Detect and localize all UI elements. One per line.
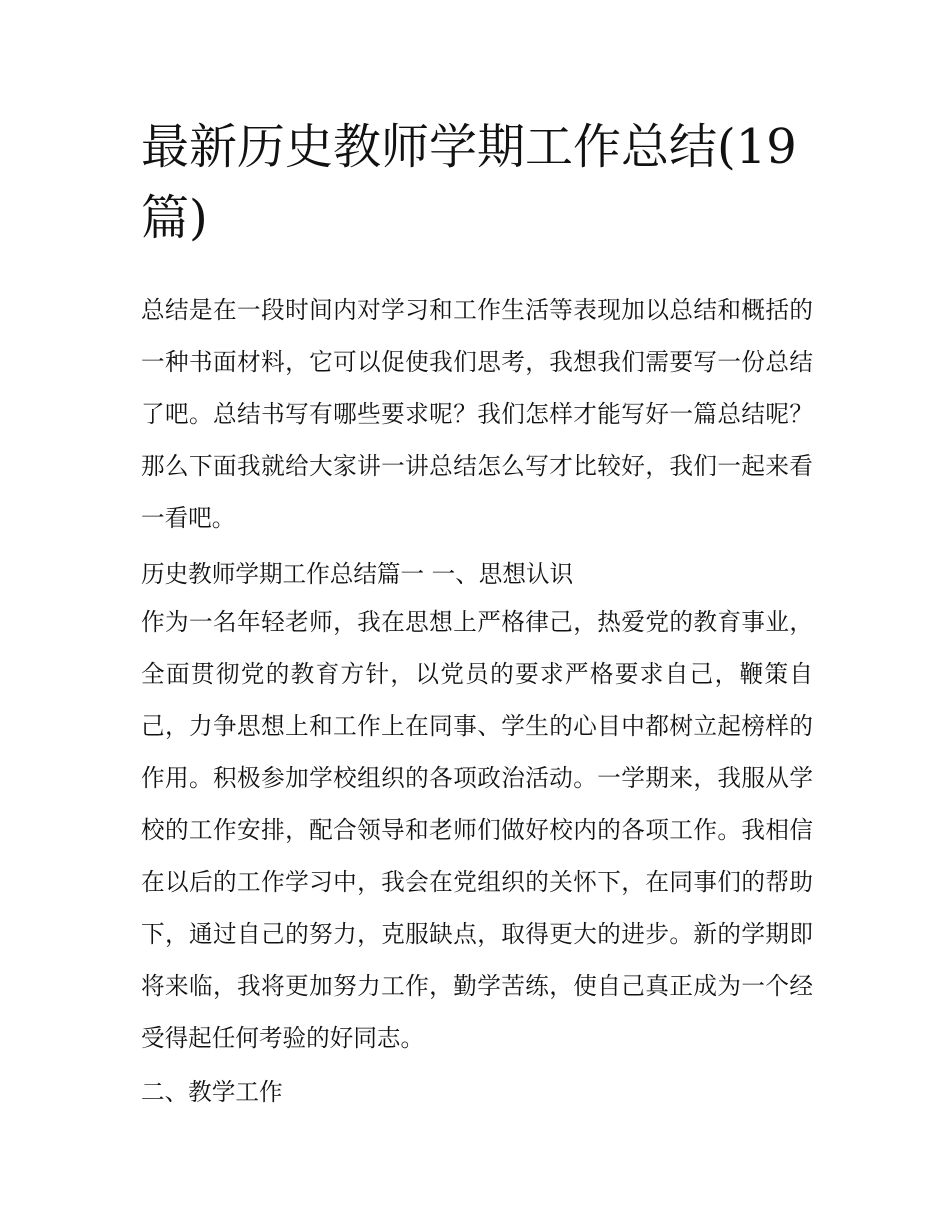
document-title: 最新历史教师学期工作总结(19篇) xyxy=(141,119,797,247)
document-page xyxy=(141,112,813,1114)
intro-paragraph: 总结是在一段时间内对学习和工作生活等表现加以总结和概括的一种书面材料，它可以促使我们思考，我想我们需要写一份总结了吧。总结书写有哪些要求呢？我们怎样才能写好一篇总结呢？那么下面我就给大家讲一讲总结怎么写才比较好，我们一起来看一看吧。 xyxy=(141,296,813,532)
section-body-1: 作为一名年轻老师，我在思想上严格律己，热爱党的教育事业，全面贯彻党的教育方针，以党员的要求严格要求自己，鞭策自己，力争思想上和工作上在同事、学生的心目中都树立起榜样的作用。积极参加学校组织的各项政治活动。一学期来，我服从学校的工作安排，配合领导和老师们做好校内的各项工作。我相信在以后的工作学习中，我会在党组织的关怀下，在同事们的帮助下，通过自己的努力，克服缺点，取得更大的进步。新的学期即将来临，我将更加努力工作，勤学苦练，使自己真正成为一个经受得起任何考验的好同志。 xyxy=(141,608,813,1052)
section-heading-1: 历史教师学期工作总结篇一 一、思想认识 xyxy=(141,560,574,588)
section-heading-2: 二、教学工作 xyxy=(141,1078,283,1106)
